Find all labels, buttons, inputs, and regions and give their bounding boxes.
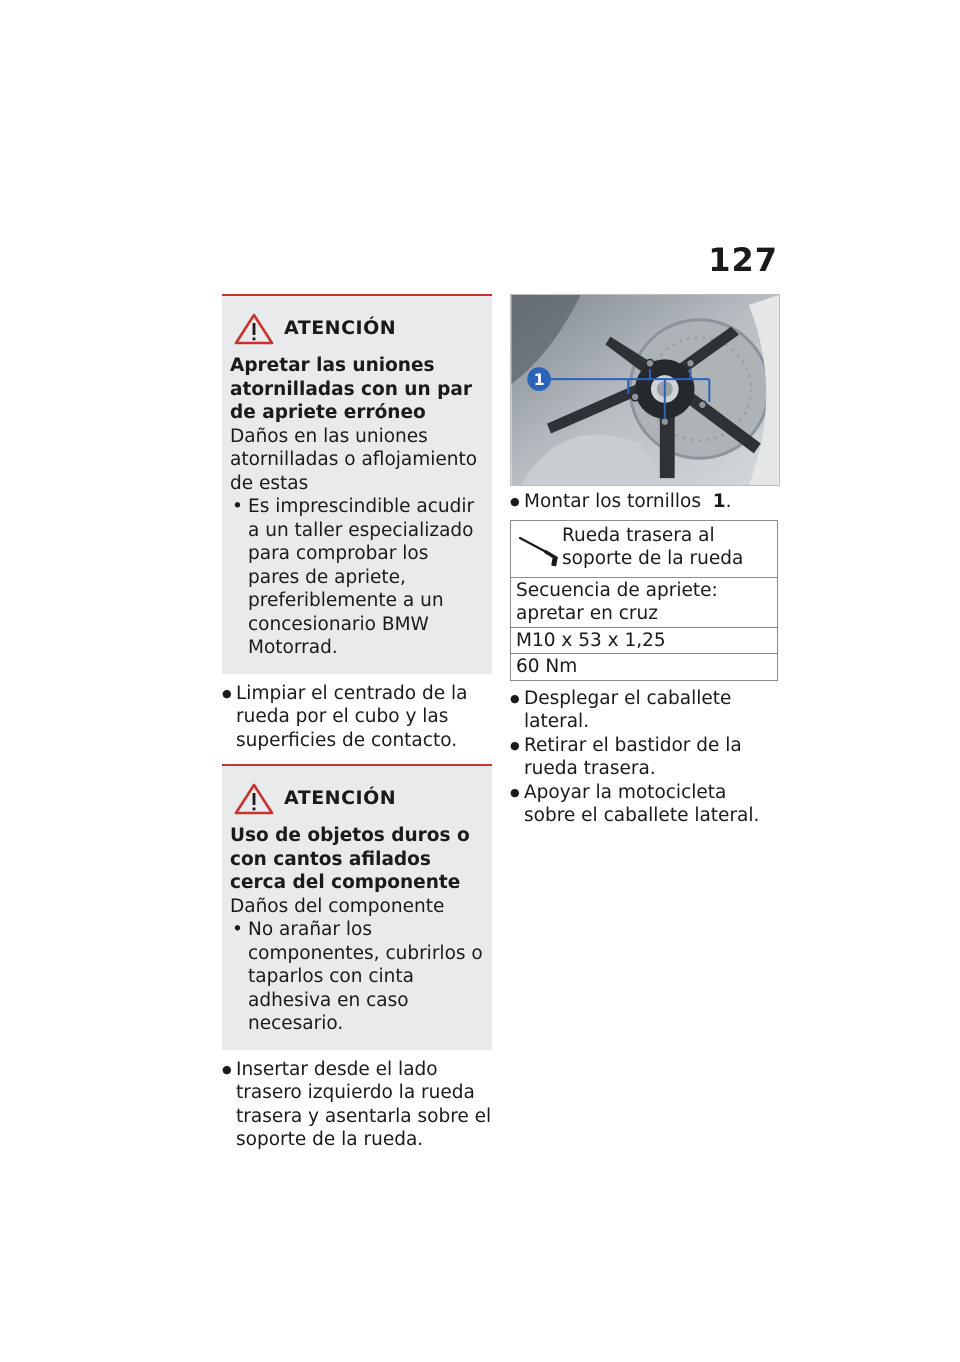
steps-list-2 — [222, 1058, 492, 1152]
warning-box-sharp-objects — [222, 764, 492, 1050]
warning-triangle-icon — [234, 313, 274, 345]
warning-description: Daños del componente — [230, 895, 445, 917]
steps-list-1 — [222, 682, 492, 753]
warning-bullet: • No arañar los componentes, cubrirlos o taparlos con cinta adhesiva en caso necesario. — [230, 918, 484, 1036]
spec-title: Rueda trasera al soporte de la rueda — [562, 524, 744, 569]
torque-wrench-icon — [516, 530, 562, 570]
warning-description: Daños en las uniones atornilladas o aflojamiento de estas — [230, 425, 478, 494]
spec-bolt: M10 x 53 x 1,25 — [511, 627, 778, 654]
spec-bolt-row — [511, 627, 778, 654]
step-clean-hub: ● Limpiar el centrado de la rueda por el cubo y las superficies de contacto. — [222, 682, 492, 753]
warning-header — [230, 312, 484, 346]
right-column — [510, 294, 780, 828]
spec-torque-row — [511, 654, 778, 681]
step-mount-bolts-ref: 1 — [712, 491, 726, 512]
warning-title: ATENCIÓN — [284, 317, 397, 340]
torque-spec-table — [510, 520, 778, 681]
warning-subtitle: Apretar las uniones atornilladas con un par de apriete erróneo — [230, 355, 472, 423]
wheel-bolts-photo — [510, 294, 780, 486]
spec-title-row — [511, 520, 778, 577]
spec-torque: 60 Nm — [511, 654, 778, 681]
warning-subtitle: Uso de objetos duros o con cantos afilados cerca del componente — [230, 825, 470, 893]
warning-triangle-icon — [234, 783, 274, 815]
warning-header — [230, 782, 484, 816]
step-deploy-stand: ● Desplegar el caballete lateral. — [510, 687, 780, 734]
step-insert-wheel: ● Insertar desde el lado trasero izquierdo la rueda trasera y asentarla sobre el soporte de la rueda. — [222, 1058, 492, 1152]
figure-callout-1: 1 — [533, 370, 545, 390]
page-number: 127 — [708, 241, 778, 279]
step-remove-frame: ● Retirar el bastidor de la rueda trasera. — [510, 734, 780, 781]
step-mount-bolts — [510, 490, 780, 514]
step-mount-bolts-text: Montar los tornillos — [524, 491, 702, 512]
spec-sequence: Secuencia de apriete: apretar en cruz — [511, 577, 778, 627]
step-rest-bike: ● Apoyar la motocicleta sobre el caballete lateral. — [510, 781, 780, 828]
step-mount-bolts-end: . — [725, 491, 732, 512]
warning-box-torque — [222, 294, 492, 674]
spec-sequence-row — [511, 577, 778, 627]
warning-bullet: • Es imprescindible acudir a un taller especializado para comprobar los pares de apriete, preferiblemente a un concesionario BMW Motorrad. — [230, 495, 484, 660]
warning-title: ATENCIÓN — [284, 787, 397, 810]
steps-list-4 — [510, 687, 780, 828]
steps-list-3 — [510, 490, 780, 514]
left-column — [222, 294, 492, 1152]
